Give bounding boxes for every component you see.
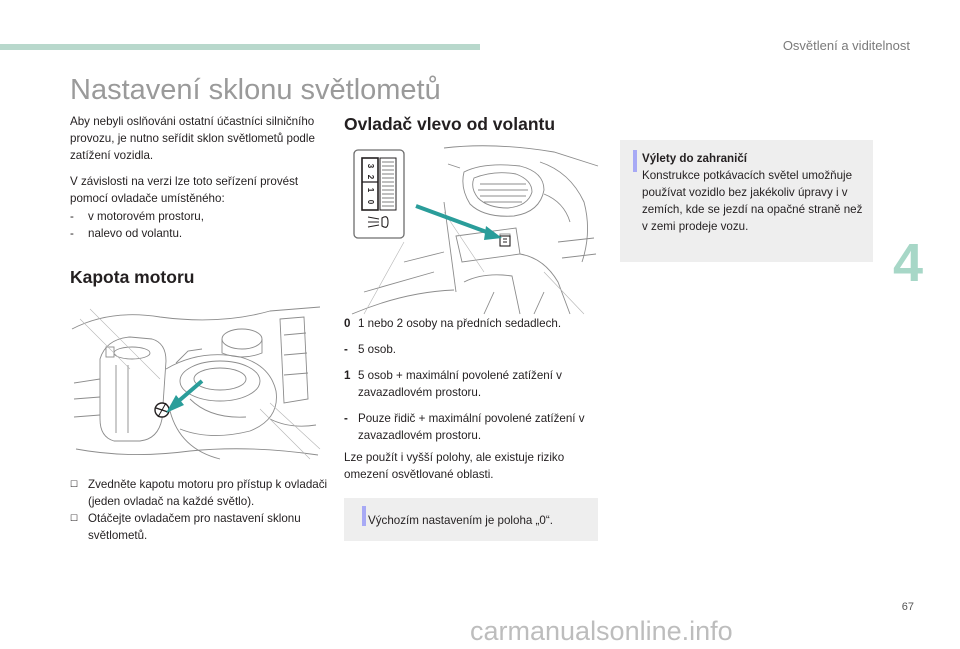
engine-bay-drawing <box>70 299 322 467</box>
hood-heading: Kapota motoru <box>70 267 195 287</box>
info-bar-icon <box>362 506 366 526</box>
switch-label: 1 <box>366 187 375 193</box>
step-text: Otáčejte ovladačem pro nastavení sklonu světlometů. <box>88 512 301 542</box>
position-text: Pouze řidič + maximální povolené zatížení v zavazadlovém prostoru. <box>358 412 585 442</box>
checkbox-mark-icon: ☐ <box>70 479 79 489</box>
intro-paragraph: Aby nebyli oslňováni ostatní účastníci silničního provozu, je nutno seřídit sklon světlometů podle zatížení vozidla. <box>70 115 315 162</box>
bullet-text: nalevo od volantu. <box>88 227 183 240</box>
watermark: carmanualsonline.info <box>470 616 733 646</box>
dashboard-switch-icon <box>500 236 510 246</box>
bullet-mark: - <box>70 210 74 223</box>
position-key: 0 <box>344 317 351 330</box>
position-key: - <box>344 412 348 425</box>
position-key: 1 <box>344 369 351 382</box>
switch-label: 3 <box>366 163 375 169</box>
dashboard-illustration <box>344 142 600 316</box>
bullet-mark: - <box>70 227 74 240</box>
list-item <box>344 367 600 401</box>
position-text: 5 osob. <box>358 343 397 356</box>
chapter-number: 4 <box>893 233 924 293</box>
checkbox-mark-icon: ☐ <box>70 513 79 523</box>
list-item <box>70 225 328 242</box>
wheel-control-heading: Ovladač vlevo od volantu <box>344 114 556 134</box>
list-item <box>70 476 328 510</box>
headlamp-adjuster-knob <box>155 403 169 417</box>
position-text: 1 nebo 2 osoby na předních sedadlech. <box>358 317 562 330</box>
bullet-text: v motorovém prostoru, <box>88 210 204 223</box>
page-title: Nastavení sklonu světlometů <box>70 74 441 106</box>
switch-inset <box>354 150 404 238</box>
intro-bullet-list <box>70 208 328 242</box>
step-text: Zvedněte kapotu motoru pro přístup k ovladači (jeden ovladač na každé světlo). <box>88 478 328 508</box>
info-bar-icon <box>633 150 637 172</box>
hood-steps <box>70 476 328 544</box>
travel-abroad-box <box>620 140 873 262</box>
position-key: - <box>344 343 348 356</box>
default-setting-text: Výchozím nastavením je poloha „0“. <box>368 514 553 527</box>
switch-label: 2 <box>366 174 375 180</box>
position-text: 5 osob + maximální povolené zatížení v zavazadlovém prostoru. <box>358 369 562 399</box>
dashboard-drawing <box>344 142 600 316</box>
higher-positions-note: Lze použít i vyšší polohy, ale existuje riziko omezení osvětlované oblasti. <box>344 451 565 481</box>
list-item <box>70 510 328 544</box>
intro-paragraph-2: V závislosti na verzi lze toto seřízení provést pomocí ovladače umístěného: <box>70 175 299 205</box>
travel-abroad-text: Konstrukce potkávacích světel umožňuje používat vozidlo bez jakékoliv úpravy i v zemích, kde se jezdí na opačné straně než v zemi prodeje vozu. <box>642 169 863 233</box>
switch-label: 0 <box>366 199 375 205</box>
list-item <box>344 410 600 444</box>
travel-abroad-title: Výlety do zahraničí <box>642 152 748 165</box>
header-accent-bar <box>0 44 480 50</box>
list-item <box>344 341 600 358</box>
list-item <box>70 208 328 225</box>
engine-bay-illustration <box>70 299 322 467</box>
position-list <box>344 315 600 453</box>
page-number: 67 <box>901 601 914 613</box>
list-item <box>344 315 600 332</box>
section-title: Osvětlení a viditelnost <box>782 38 910 53</box>
intro-section <box>70 113 328 242</box>
default-setting-box <box>344 498 598 541</box>
